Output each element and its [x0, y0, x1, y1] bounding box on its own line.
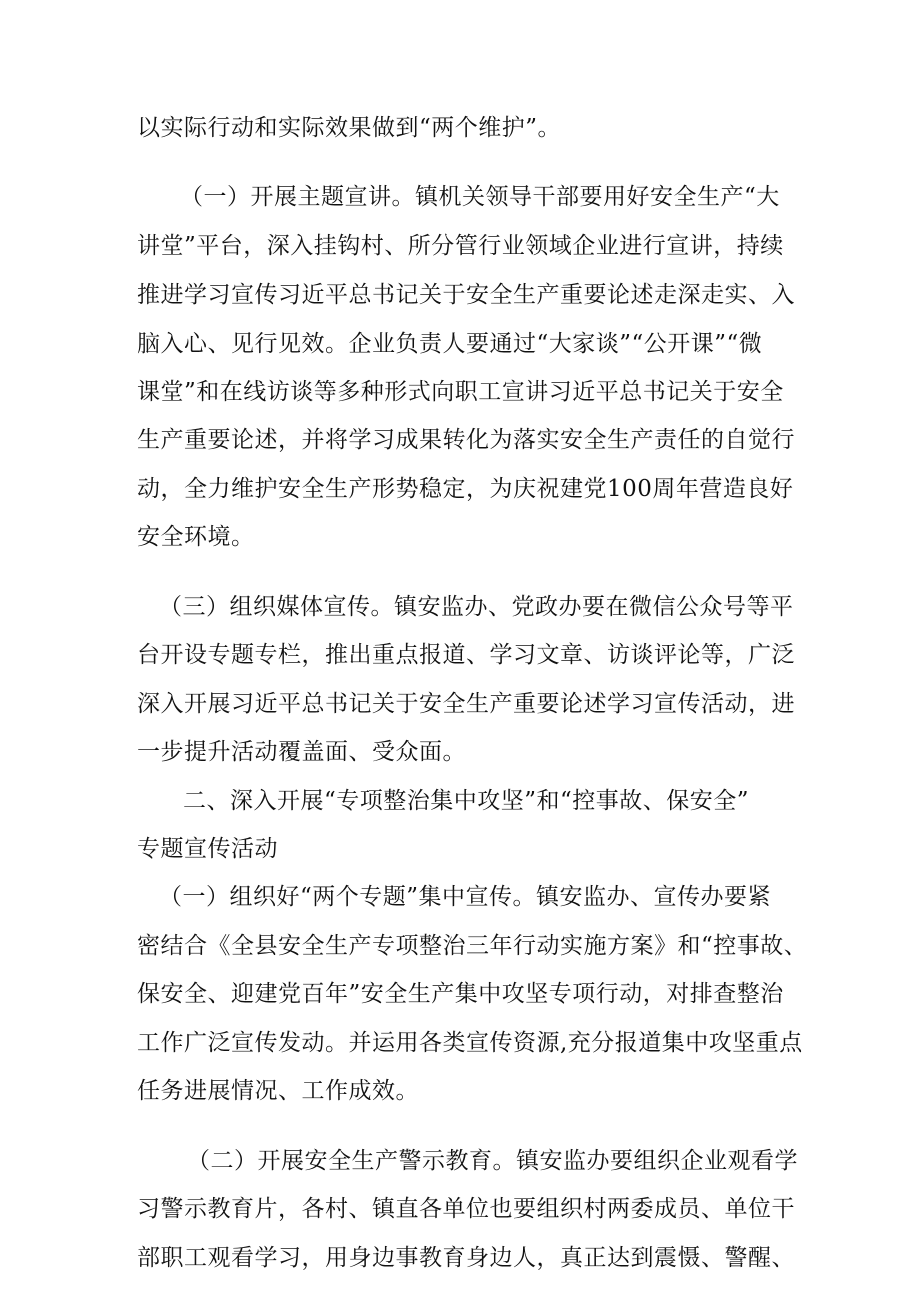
text-line: 保安全、迎建党百年”安全生产集中攻坚专项行动，对排查整治 [137, 981, 784, 1007]
section-heading: 专题宣传活动 [137, 836, 278, 862]
text-line: （三）组织媒体宣传。镇安监办、党政办要在微信公众号等平 [159, 594, 794, 620]
text-line: 推进学习宣传习近平总书记关于安全生产重要论述走深走实、入 [137, 282, 795, 308]
text-line: 任务进展情况、工作成效。 [137, 1078, 419, 1104]
text-line: （二）开展安全生产警示教育。镇安监办要组织企业观看学 [187, 1148, 798, 1174]
text-line: 生产重要论述，并将学习成果转化为落实安全生产责任的自觉行 [137, 427, 795, 453]
text-line: 讲堂”平台，深入挂钩村、所分管行业领域企业进行宣讲，持续 [137, 233, 784, 259]
text-line: 动，全力维护安全生产形势稳定，为庆祝建党100周年营造良好 [137, 476, 794, 502]
text-line: 深入开展习近平总书记关于安全生产重要论述学习宣传活动，进 [137, 691, 795, 717]
text-line: 密结合《全县安全生产专项整治三年行动实施方案》和“控事故、 [137, 933, 808, 959]
text-line: 安全环境。 [137, 524, 255, 550]
text-line: 一步提升活动覆盖面、受众面。 [137, 739, 466, 765]
text-line: 脑入心、见行见效。企业负责人要通过“大家谈”“公开课”“微 [137, 331, 763, 357]
text-line: （一）组织好“两个专题”集中宣传。镇安监办、宣传办要紧 [159, 884, 772, 910]
section-heading: 二、深入开展“专项整治集中攻坚”和“控事故、保安全” [183, 788, 750, 814]
text-line: （一）开展主题宣讲。镇机关领导干部要用好安全生产“大 [180, 184, 780, 210]
text-line: 习警示教育片，各村、镇直各单位也要组织村两委成员、单位干 [137, 1196, 795, 1222]
text-line: 部职工观看学习，用身边事教育身边人，真正达到震慑、警醒、 [137, 1245, 795, 1271]
text-line: 以实际行动和实际效果做到“两个维护”。 [137, 115, 562, 141]
text-line: 工作广泛宣传发动。并运用各类宣传资源,充分报道集中攻坚重点 [137, 1030, 803, 1056]
text-line: 课堂”和在线访谈等多种形式向职工宣讲习近平总书记关于安全 [137, 379, 784, 405]
text-line: 台开设专题专栏，推出重点报道、学习文章、访谈评论等，广泛 [137, 642, 795, 668]
